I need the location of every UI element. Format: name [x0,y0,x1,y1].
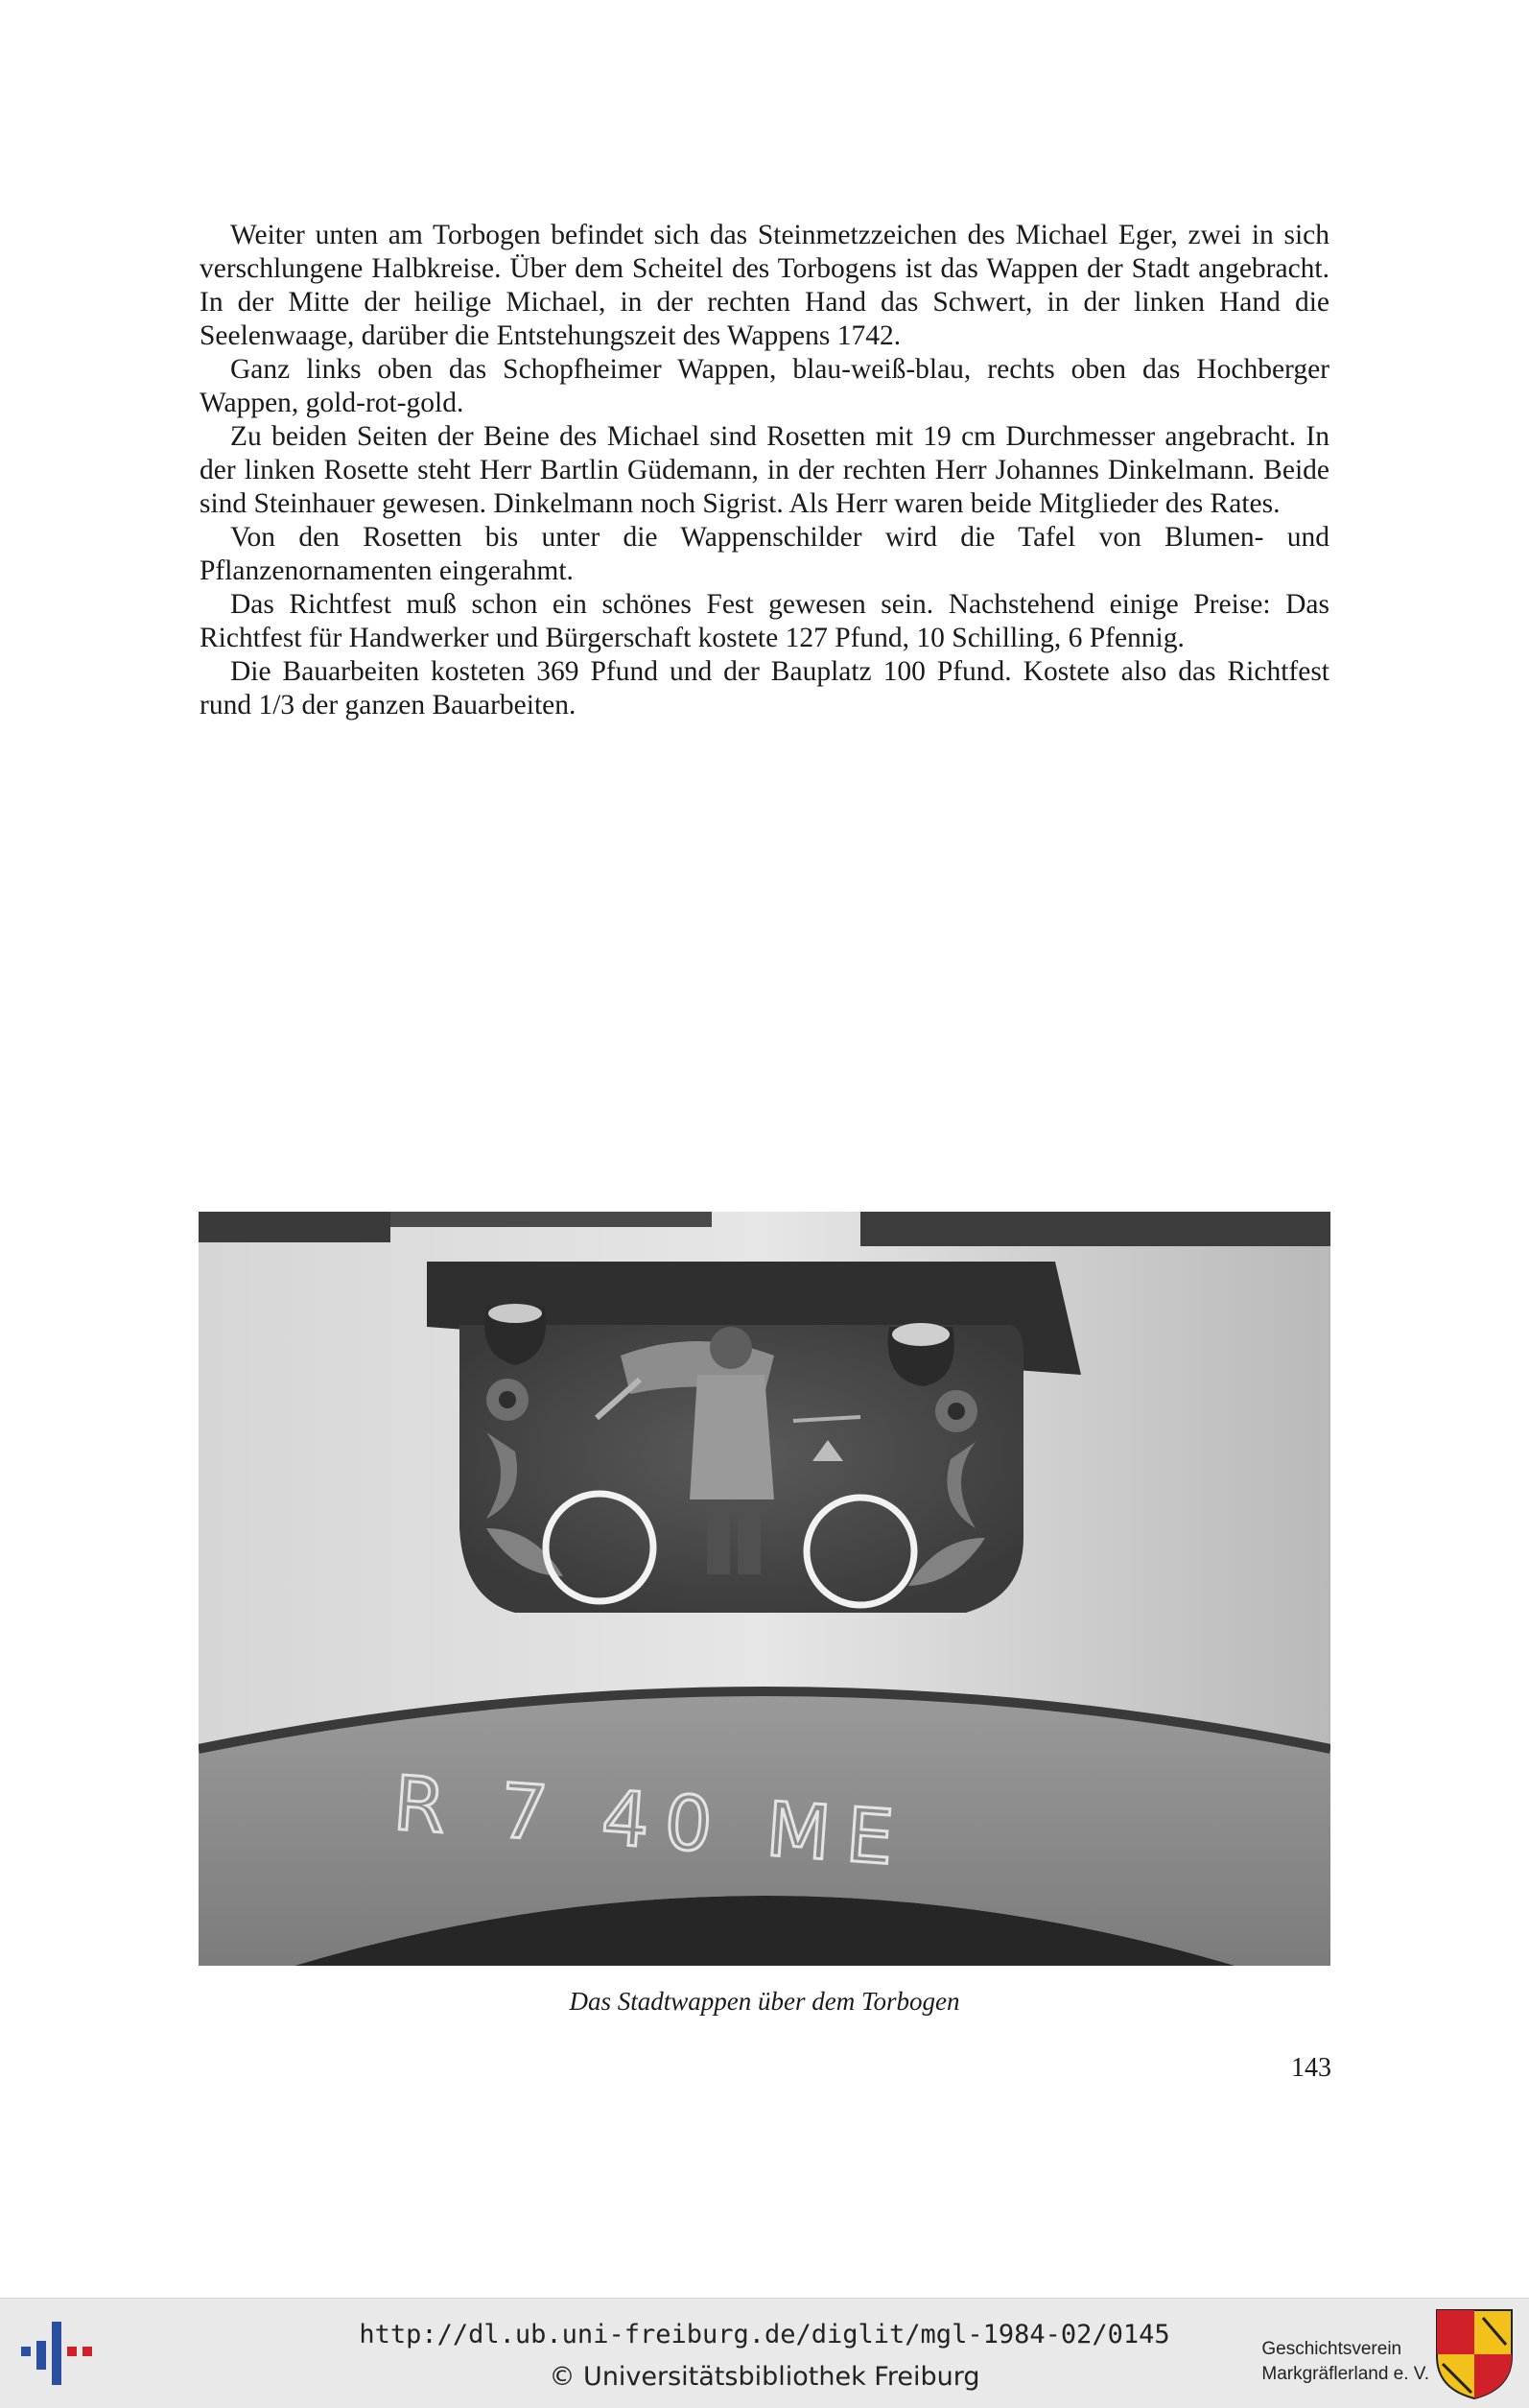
paragraph: Das Richtfest muß schon ein schönes Fest gewesen sein. Nachstehend einige Preise: Das Richtfest für Handwerker und Bürgerschaft kostete 127 Pfund, 10 Schilling, 6 Pfennig. [200,589,1329,653]
footer-bar [0,2298,1529,2408]
arch-inscription: R 7 40 ME [390,1760,912,1883]
footer-url-link[interactable]: http://dl.ub.uni-freiburg.de/diglit/mgl-1984-02/0145 [359,2320,1170,2349]
paragraph: Die Bauarbeiten kosteten 369 Pfund und der Bauplatz 100 Pfund. Kostete also das Richtfest rund 1/3 der ganzen Bauarbeiten. [200,656,1329,720]
paragraph: Ganz links oben das Schopfheimer Wappen, blau-weiß-blau, rechts oben das Hochberger Wappen, gold-rot-gold. [200,354,1329,418]
footer-copyright: © Universitätsbibliothek Freiburg [549,2362,980,2392]
paragraph: Zu beiden Seiten der Beine des Michael sind Rosetten mit 19 cm Durchmesser angebracht. In der linken Rosette steht Herr Bartlin Güdemann, in der rechten Herr Johannes Dinkelmann. Beide sind Steinhauer gewesen. Dinkelmann noch Sigrist. Als Herr waren beide Mitglieder des Rates. [200,421,1329,519]
article-text [200,219,1329,722]
coat-of-arms-photo [199,1212,1330,1966]
page-number: 143 [1291,2053,1331,2083]
coat-of-arms-icon [1433,2306,1516,2400]
society-line: Markgräflerland e. V. [1261,2364,1429,2384]
paragraph: Von den Rosetten bis unter die Wappenschilder wird die Tafel von Blumen- und Pflanzenornamenten eingerahmt. [200,522,1329,586]
photo-illustration [199,1212,1330,1966]
photo-caption: Das Stadtwappen über dem Torbogen [569,1987,960,2016]
society-name [1261,2337,1429,2387]
society-line: Geschichtsverein [1261,2339,1402,2359]
paragraph: Weiter unten am Torbogen befindet sich das Steinmetzzeichen des Michael Eger, zwei in sich verschlungene Halbkreise. Über dem Scheitel des Torbogens ist das Wappen der Stadt angebracht. In der Mitte der heilige Michael, in der rechten Hand das Schwert, in der linken Hand die Seelenwaage, darüber die Entstehungszeit des Wappens 1742. [200,220,1329,351]
